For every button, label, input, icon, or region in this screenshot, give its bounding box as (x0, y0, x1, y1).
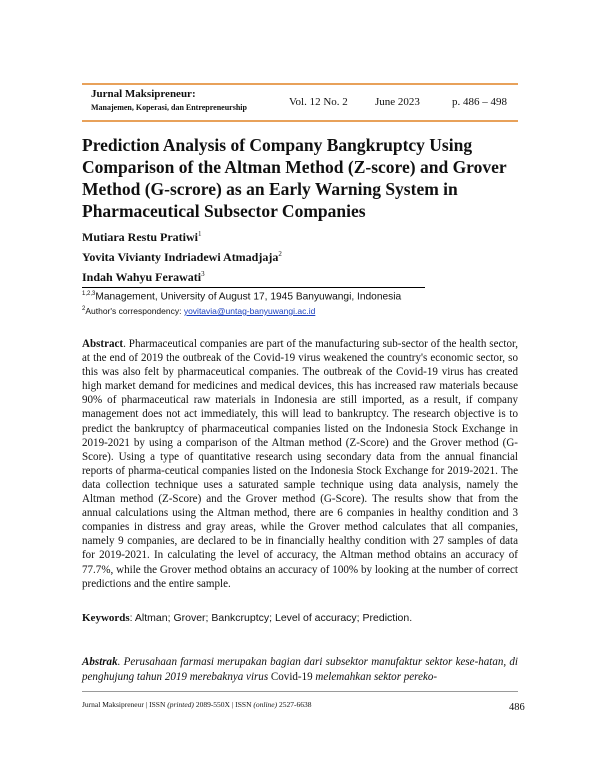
footer-citation: Jurnal Maksipreneur | ISSN (printed) 2089-550X | ISSN (online) 2527-6638 (82, 700, 312, 709)
header-top-rule (82, 83, 518, 85)
abstrak-label: Abstrak (82, 656, 118, 668)
journal-subtitle: Manajemen, Koperasi, dan Entrepreneurship (91, 103, 247, 112)
footer-rule (82, 691, 518, 692)
affiliation: $^{1,2,3}$Management, University of August 17, 1945 Banyuwangi, Indonesia (82, 291, 402, 303)
title-line: Pharmaceutical Subsector Companies (82, 201, 366, 221)
author: Yovita Vivianty Indriadewi Atmadjaja$^2$ (82, 250, 282, 264)
abstract-label: Abstract (82, 338, 124, 350)
page-number: 486 (509, 702, 525, 713)
issue-date: June 2023 (375, 96, 420, 108)
abstrak-paragraph: Abstrak. Perusahaan farmasi merupakan bagian dari subsektor manufaktur sektor kese-hatan, di penghujung tahun 2019 merebaknya virus Covid-19 melemahkan sektor pereko- (82, 656, 518, 683)
author-list (82, 226, 282, 286)
paper-title (82, 134, 522, 222)
keywords-label: Keywords (82, 612, 130, 624)
keywords (82, 612, 412, 624)
title-line: Comparison of the Altman Method (Z-score) and Grover (82, 157, 507, 177)
title-line: Method (G-scrore) as an Early Warning System in (82, 179, 458, 199)
volume-number: Vol. 12 No. 2 (289, 96, 348, 108)
author: Indah Wahyu Ferawati$^3$ (82, 270, 205, 284)
email-link[interactable]: yovitavia@untag-banyuwangi.ac.id (183, 305, 316, 316)
header-bottom-rule (82, 120, 518, 122)
journal-name: Jurnal Maksipreneur: (91, 88, 196, 100)
abstract-text: . Pharmaceutical companies are part of the manufacturing sub-sector of the health sector, at the end of 2019 the outbreak of the Covid-19 virus weakened the country's economic sector, so this was also felt by pharmaceutical companies. The outbreak of the Covid-19 virus has created high market demand for medicines and medical devices, this has increased raw materials because 90% of pharmaceutical raw materials in Indonesia are still imported, as a result, if company management does not act immediately, this will lead to bankruptcy. The research objective is to predict the bankruptcy of pharmaceutical companies listed on the Indonesia Stock Exchange in 2019-2021 by using a comparison of the Altman method (Z-Score) and the Grover method (G-Score). Using a type of quantitative research using secondary data from the annual financial reports of pharma-ceutical companies listed on the Indonesia Stock Exchange for 2019-2021. The data collection technique uses a saturated sample technique using data analysis, namely the Altman method (Z-Score) and the Grover method (G-Score). The results show that from the annual calculations using the Altman method, there are 6 companies in healthy condition and 3 companies in distress and gray areas, while the Grover method calculates that all companies, namely 9 companies, are declared to be in financially healthy condition with 27 samples of data for 2019-2021. In calculating the level of accuracy, the Altman method obtains an accuracy of 77.7%, while the Grover method obtains an accuracy of 100% by looking at the number of correct predictions and the entire sample. (82, 338, 518, 590)
author: Mutiara Restu Pratiwi$^1$ (82, 230, 202, 244)
abstract-paragraph (82, 337, 518, 591)
title-line: Prediction Analysis of Company Bangkruptcy Using (82, 135, 473, 155)
correspondence: $^2$Author's correspondency: yovitavia@untag-banyuwangi.ac.id (82, 305, 316, 316)
keywords-text: : Altman; Grover; Bankcruptcy; Level of accuracy; Prediction. (129, 612, 413, 624)
page-range: p. 486 – 498 (452, 96, 507, 108)
